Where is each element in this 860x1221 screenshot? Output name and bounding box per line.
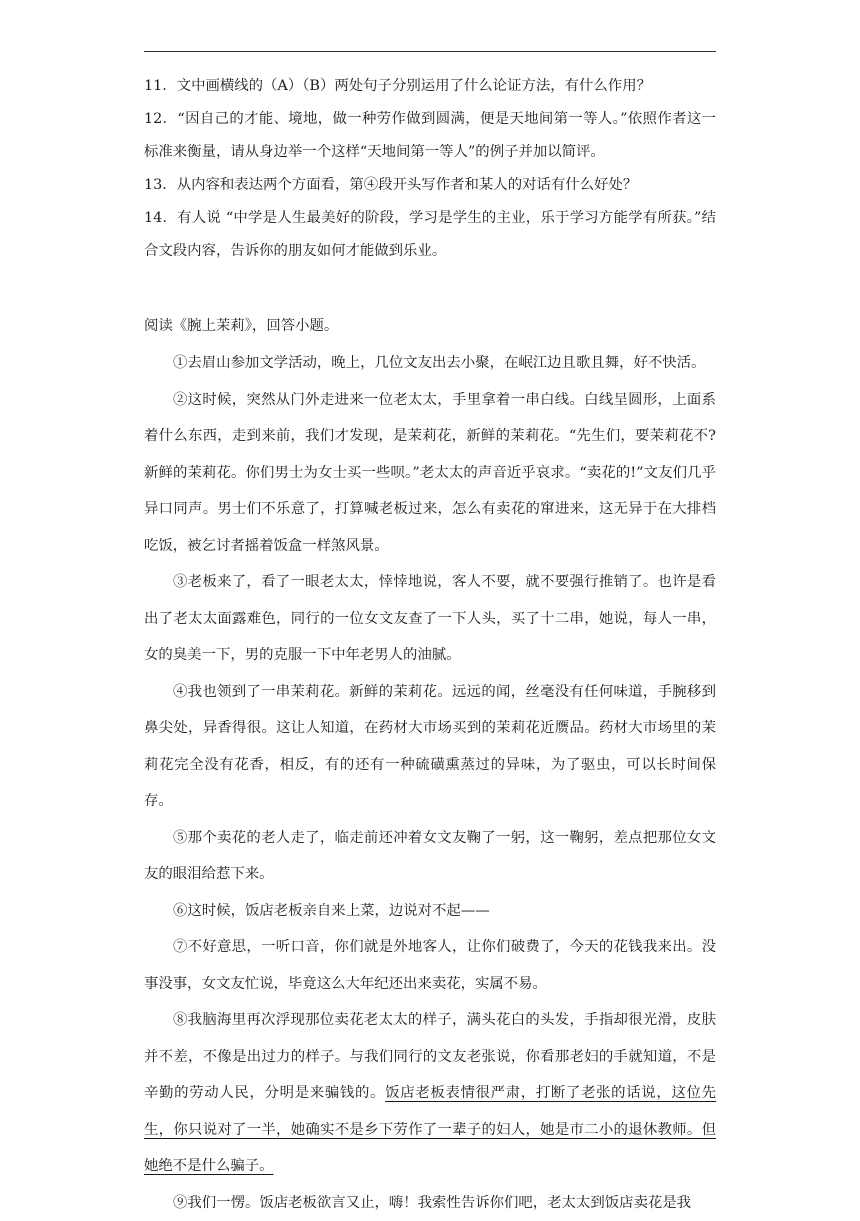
question-13: 13．从内容和表达两个方面看，第④段开头写作者和某人的对话有什么好处？ [144, 169, 716, 202]
reading-intro: 阅读《腕上茉莉》，回答小题。 [144, 310, 716, 343]
paragraph-4: ④我也领到了一串茉莉花。新鲜的茉莉花。远远的闻，丝毫没有任何味道，手腕移到鼻尖处，异香得很。这让人知道，在药材大市场买到的茉莉花近赝品。药材大市场里的茉莉花完全没有花香，相反，有的还有一种硫磺熏蒸过的异味，为了驱虫，可以长时间保存。 [144, 674, 716, 820]
paragraph-9: ⑨我们一愣。饭店老板欲言又止，嗨！我索性告诉你们吧，老太太到饭店卖花是我 [144, 1185, 716, 1221]
paragraph-1: ①去眉山参加文学活动，晚上，几位文友出去小聚，在岷江边且歌且舞，好不快活。 [144, 345, 716, 382]
paragraph-5: ⑤那个卖花的老人走了，临走前还冲着女文友鞠了一躬，这一鞠躬，差点把那位女文友的眼泪给惹下来。 [144, 820, 716, 893]
paragraph-8-text: ⑧我脑海里再次浮现那位卖花老太太的样子，满头花白的头发，手指却很光滑，皮肤并不差，不像是出过力的样子。与我们同行的文友老张说，你看那老妇的手就知道，不是辛勤的劳动人民，分明是来骗钱的。 [144, 1012, 716, 1101]
reading-passage [144, 345, 716, 1221]
question-12: 12．“因自己的才能、境地，做一种劳作做到圆满，便是天地间第一等人。”依照作者这一标准来衡量，请从身边举一个这样“天地间第一等人”的例子并加以简评。 [144, 103, 716, 169]
underlined-sentence: 饭店老板表情很严肃，打断了老张的话说，这位先生，你只说对了一半，她确实不是乡下劳作了一辈子的妇人，她是市二小的退休教师。但她绝不是什么骗子。 [144, 1085, 716, 1174]
paragraph-3: ③老板来了，看了一眼老太太，悻悻地说，客人不要，就不要强行推销了。也许是看出了老太太面露难色，同行的一位女文友查了一下人头，买了十二串，她说，每人一串，女的臭美一下，男的克服一下中年老男人的油腻。 [144, 564, 716, 674]
paragraph-2: ②这时候，突然从门外走进来一位老太太，手里拿着一串白线。白线呈圆形，上面系着什么东西，走到来前，我们才发现，是茉莉花，新鲜的茉莉花。“先生们，要茉莉花不?新鲜的茉莉花。你们男士为女士买一些呗。”老太太的声音近乎哀求。“卖花的!”文友们几乎异口同声。男士们不乐意了，打算喊老板过来，怎么有卖花的窜进来，这无异于在大排档吃饭，被乞讨者摇着饭盒一样煞风景。 [144, 382, 716, 565]
question-11: 11．文中画横线的（A）（B）两处句子分别运用了什么论证方法，有什么作用？ [144, 70, 716, 103]
document-content [144, 70, 716, 1221]
section-gap [144, 268, 716, 310]
paragraph-7: ⑦不好意思，一听口音，你们就是外地客人，让你们破费了，今天的花钱我来出。没事没事，女文友忙说，毕竟这么大年纪还出来卖花，实属不易。 [144, 929, 716, 1002]
paragraph-6: ⑥这时候，饭店老板亲自来上菜，边说对不起—— [144, 893, 716, 930]
paragraph-8 [144, 1002, 716, 1185]
header-divider [144, 51, 716, 52]
question-14: 14．有人说 “中学是人生最美好的阶段，学习是学生的主业，乐于学习方能学有所获。”结合文段内容，告诉你的朋友如何才能做到乐业。 [144, 202, 716, 268]
